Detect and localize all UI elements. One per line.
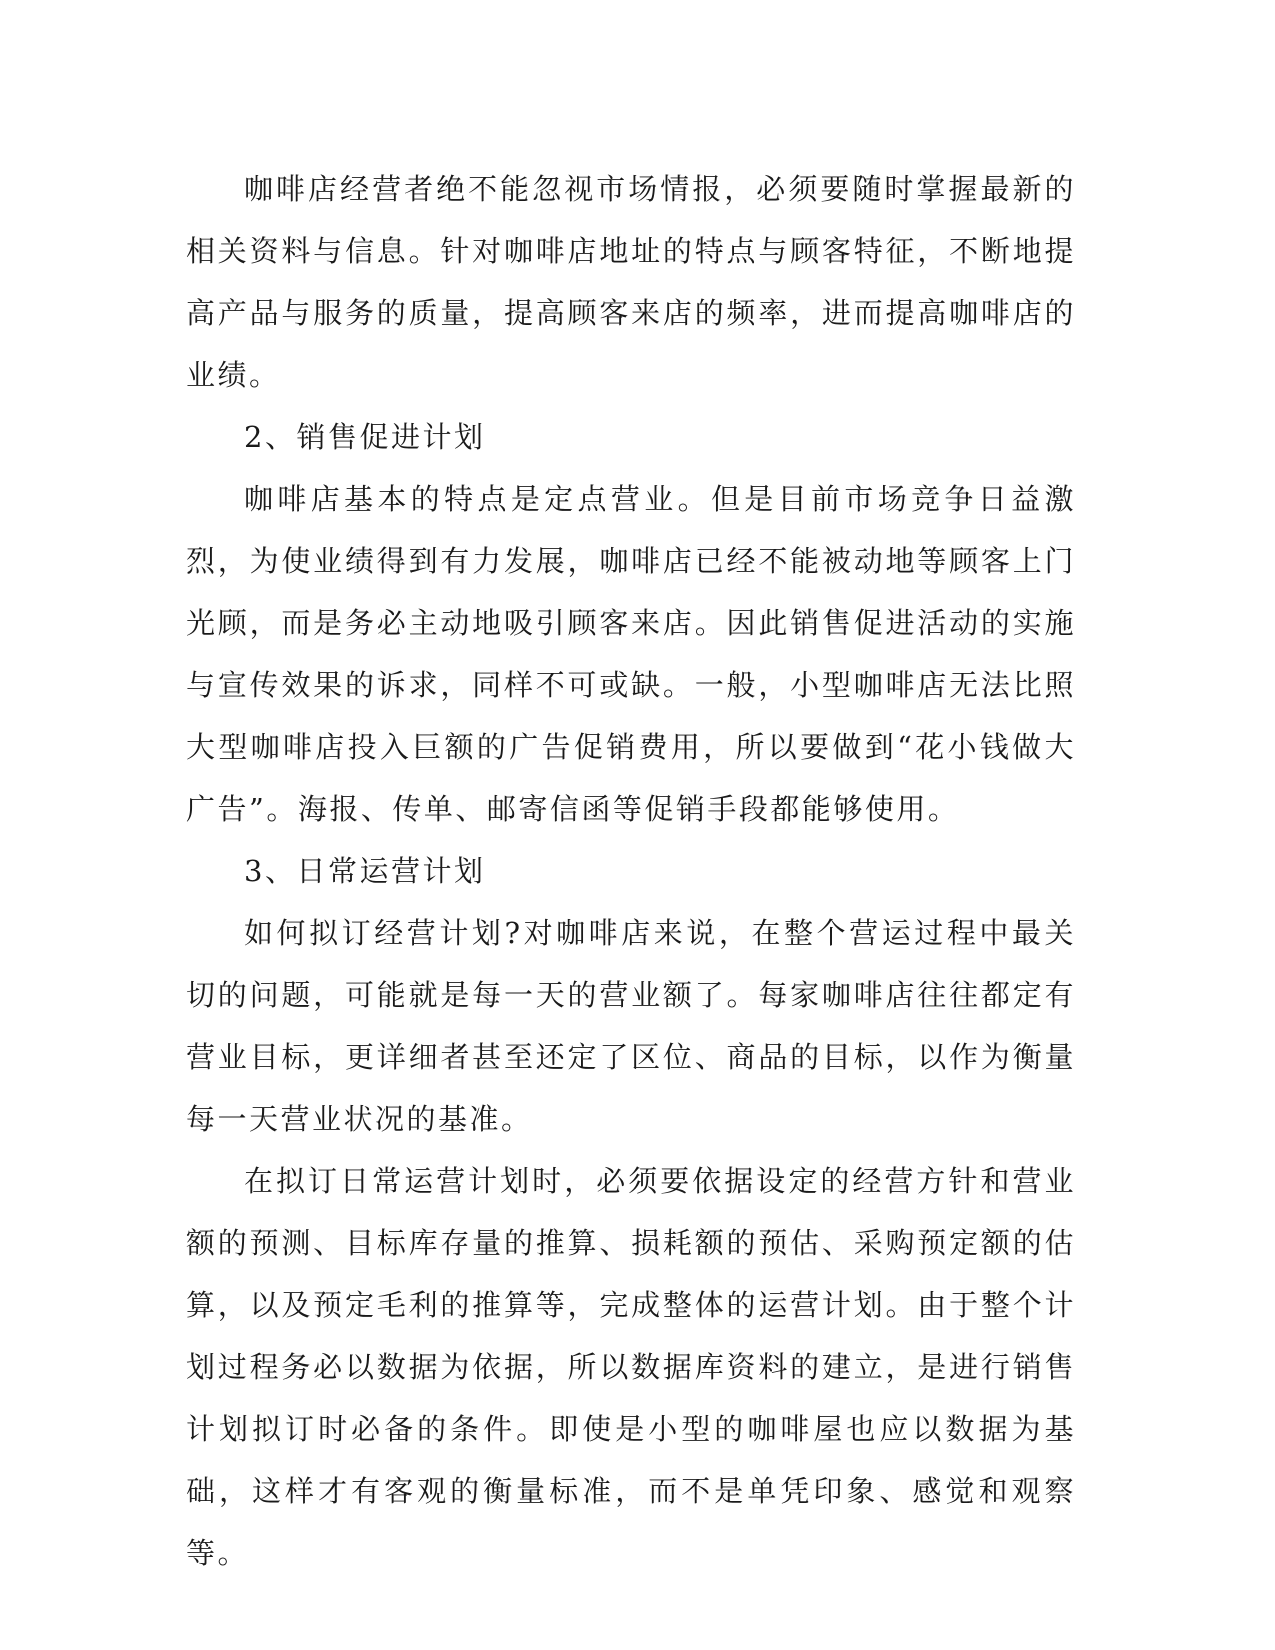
document-page (186, 158, 1076, 1584)
section-heading-sales-promotion: 2、销售促进计划 (244, 420, 486, 454)
paragraph-operations-planning: 在拟订日常运营计划时，必须要依据设定的经营方针和营业额的预测、目标库存量的推算、损耗额的预估、采购预定额的估算，以及预定毛利的推算等，完成整体的运营计划。由于整个计划过程务必以数据为依据，所以数据库资料的建立，是进行销售计划拟订时必备的条件。即使是小型的咖啡屋也应以数据为基础，这样才有客观的衡量标准，而不是单凭印象、感觉和观察等。 (186, 1164, 1076, 1570)
paragraph-business-plan: 如何拟订经营计划?对咖啡店来说，在整个营运过程中最关切的问题，可能就是每一天的营业额了。每家咖啡店往往都定有营业目标，更详细者甚至还定了区位、商品的目标，以作为衡量每一天营业状况的基准。 (186, 916, 1076, 1136)
paragraph-sales-promotion: 咖啡店基本的特点是定点营业。但是目前市场竞争日益激烈，为使业绩得到有力发展，咖啡店已经不能被动地等顾客上门光顾，而是务必主动地吸引顾客来店。因此销售促进活动的实施与宣传效果的诉求，同样不可或缺。一般，小型咖啡店无法比照大型咖啡店投入巨额的广告促销费用，所以要做到“花小钱做大广告”。海报、传单、邮寄信函等促销手段都能够使用。 (186, 482, 1076, 826)
section-heading-daily-operations: 3、日常运营计划 (244, 854, 486, 888)
paragraph-market-intelligence: 咖啡店经营者绝不能忽视市场情报，必须要随时掌握最新的相关资料与信息。针对咖啡店地址的特点与顾客特征，不断地提高产品与服务的质量，提高顾客来店的频率，进而提高咖啡店的业绩。 (186, 172, 1076, 392)
